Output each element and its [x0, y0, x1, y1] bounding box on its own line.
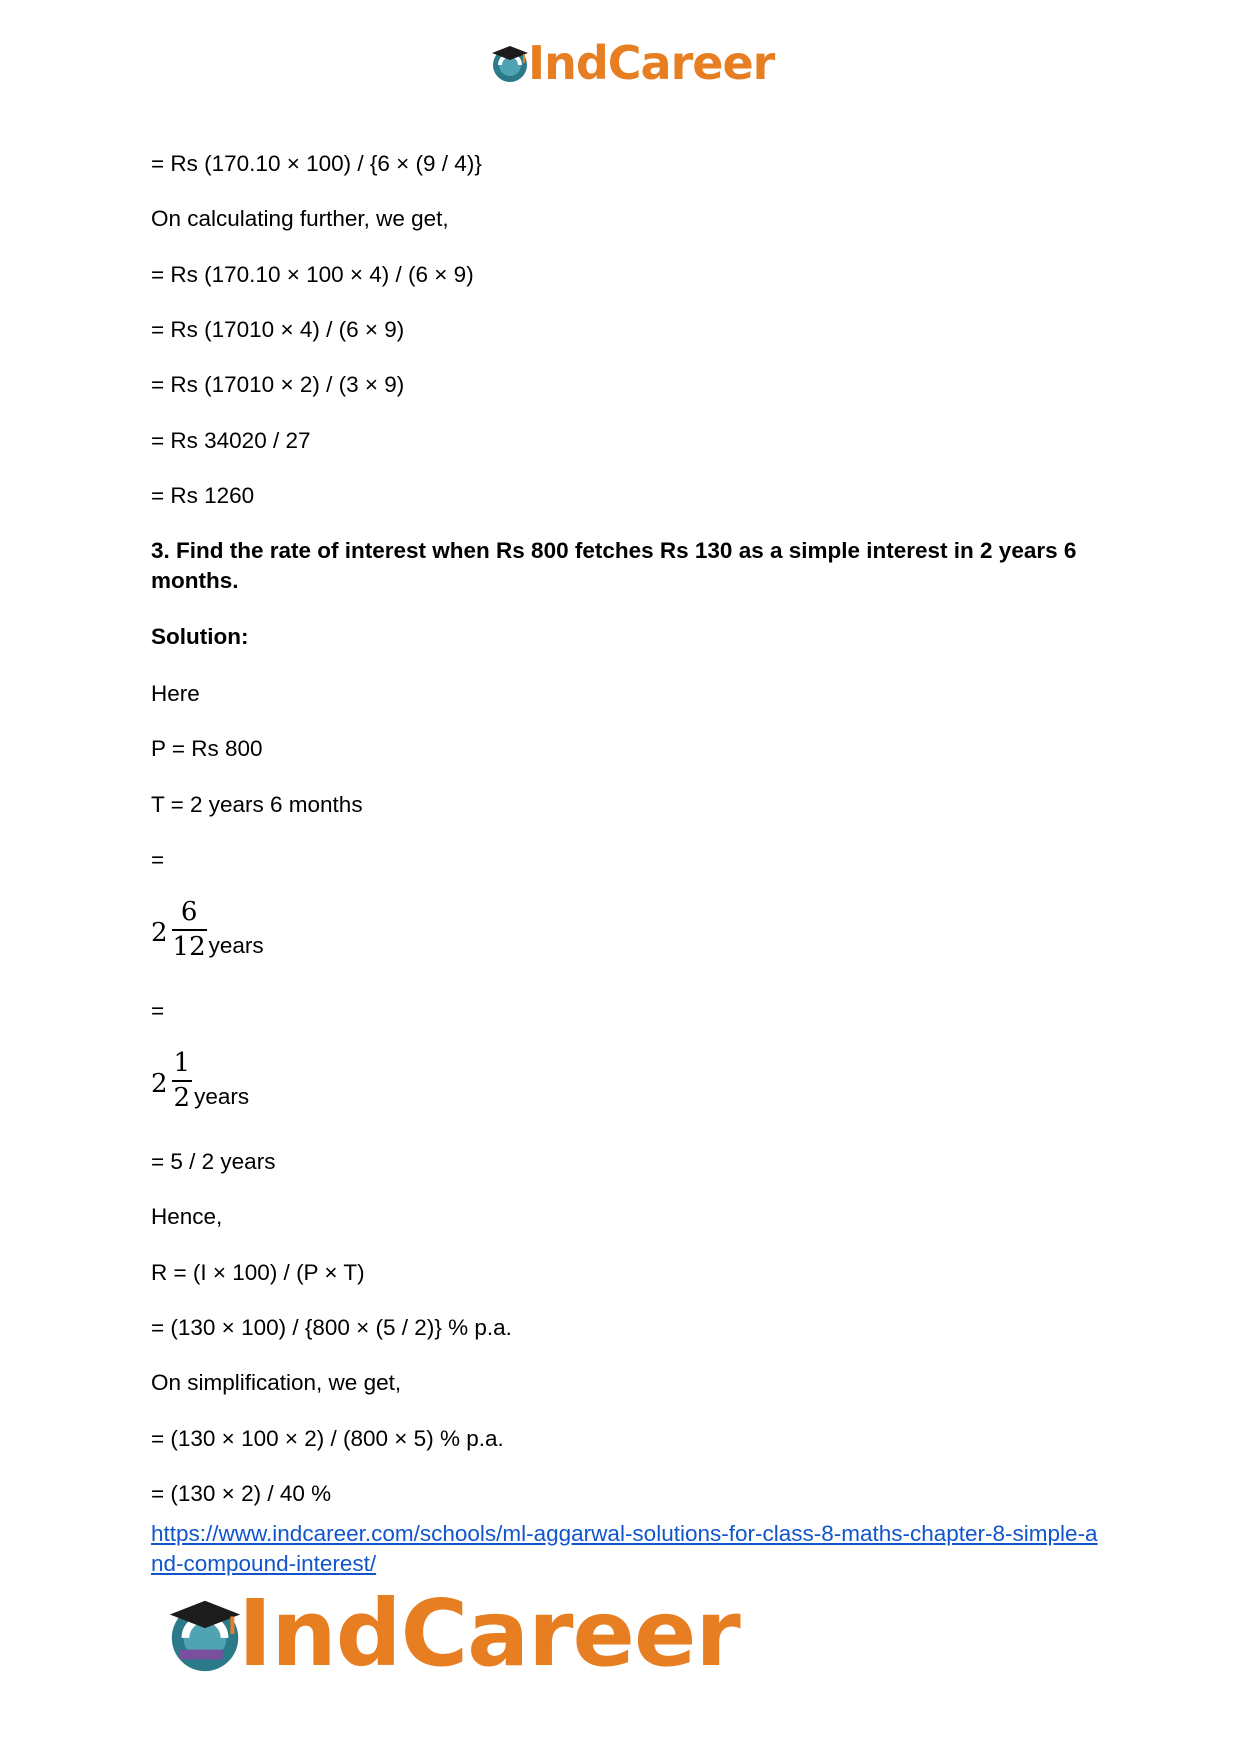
simplify-step-2: = (130 × 2) / 40 % — [151, 1481, 332, 1506]
fraction-denominator: 2 — [173, 1082, 191, 1113]
graduation-globe-icon — [488, 41, 532, 85]
logo-wordmark: IndCareer — [238, 1580, 740, 1687]
principal-line: P = Rs 800 — [151, 736, 263, 761]
time-line: T = 2 years 6 months — [151, 792, 363, 817]
fraction-numerator: 6 — [180, 897, 198, 927]
fraction-whole: 2 — [151, 918, 168, 948]
text-here: Here — [151, 681, 200, 706]
fraction-bar — [172, 1080, 193, 1082]
question-heading: 3. Find the rate of interest when Rs 800 fetches Rs 130 as a simple interest in 2 years 6 months. — [151, 538, 1077, 593]
equals-line-1: = — [151, 847, 165, 872]
solution-heading: Solution: — [151, 624, 249, 649]
calc-line-1: = Rs (170.10 × 100) / {6 × (9 / 4)} — [151, 151, 482, 176]
footer-logo — [162, 1580, 740, 1687]
fraction-unit: years — [194, 1084, 250, 1110]
calc-line-4: = Rs (17010 × 4) / (6 × 9) — [151, 317, 405, 342]
equals-line-2: = — [151, 998, 165, 1023]
calc-line-7: = Rs 1260 — [151, 483, 255, 508]
calc-line-3: = Rs (170.10 × 100 × 4) / (6 × 9) — [151, 262, 474, 287]
fraction-denominator: 12 — [172, 931, 206, 962]
source-link[interactable]: https://www.indcareer.com/schools/ml-aggarwal-solutions-for-class-8-maths-chapter-8-simple-and-compound-interest/ — [151, 1521, 1098, 1576]
logo-wordmark: IndCareer — [528, 36, 775, 90]
fraction-numerator: 1 — [173, 1048, 191, 1078]
calc-line-5: = Rs (17010 × 2) / (3 × 9) — [151, 372, 405, 397]
mixed-fraction-2 — [151, 1049, 249, 1112]
five-half-line: = 5 / 2 years — [151, 1149, 276, 1174]
fraction — [172, 898, 207, 961]
calc-text-further: On calculating further, we get, — [151, 206, 449, 231]
graduation-globe-icon — [162, 1591, 248, 1677]
fraction — [172, 1049, 193, 1112]
fraction-unit: years — [208, 933, 264, 959]
fraction-whole: 2 — [151, 1069, 168, 1099]
header-logo — [488, 36, 775, 90]
simplify-step-1: = (130 × 100 × 2) / (800 × 5) % p.a. — [151, 1426, 504, 1451]
substitution-line: = (130 × 100) / {800 × (5 / 2)} % p.a. — [151, 1315, 512, 1340]
fraction-bar — [172, 929, 207, 931]
calc-line-6: = Rs 34020 / 27 — [151, 428, 311, 453]
text-hence: Hence, — [151, 1204, 223, 1229]
rate-formula: R = (I × 100) / (P × T) — [151, 1260, 365, 1285]
text-simplification: On simplification, we get, — [151, 1370, 402, 1395]
mixed-fraction-1 — [151, 898, 264, 961]
